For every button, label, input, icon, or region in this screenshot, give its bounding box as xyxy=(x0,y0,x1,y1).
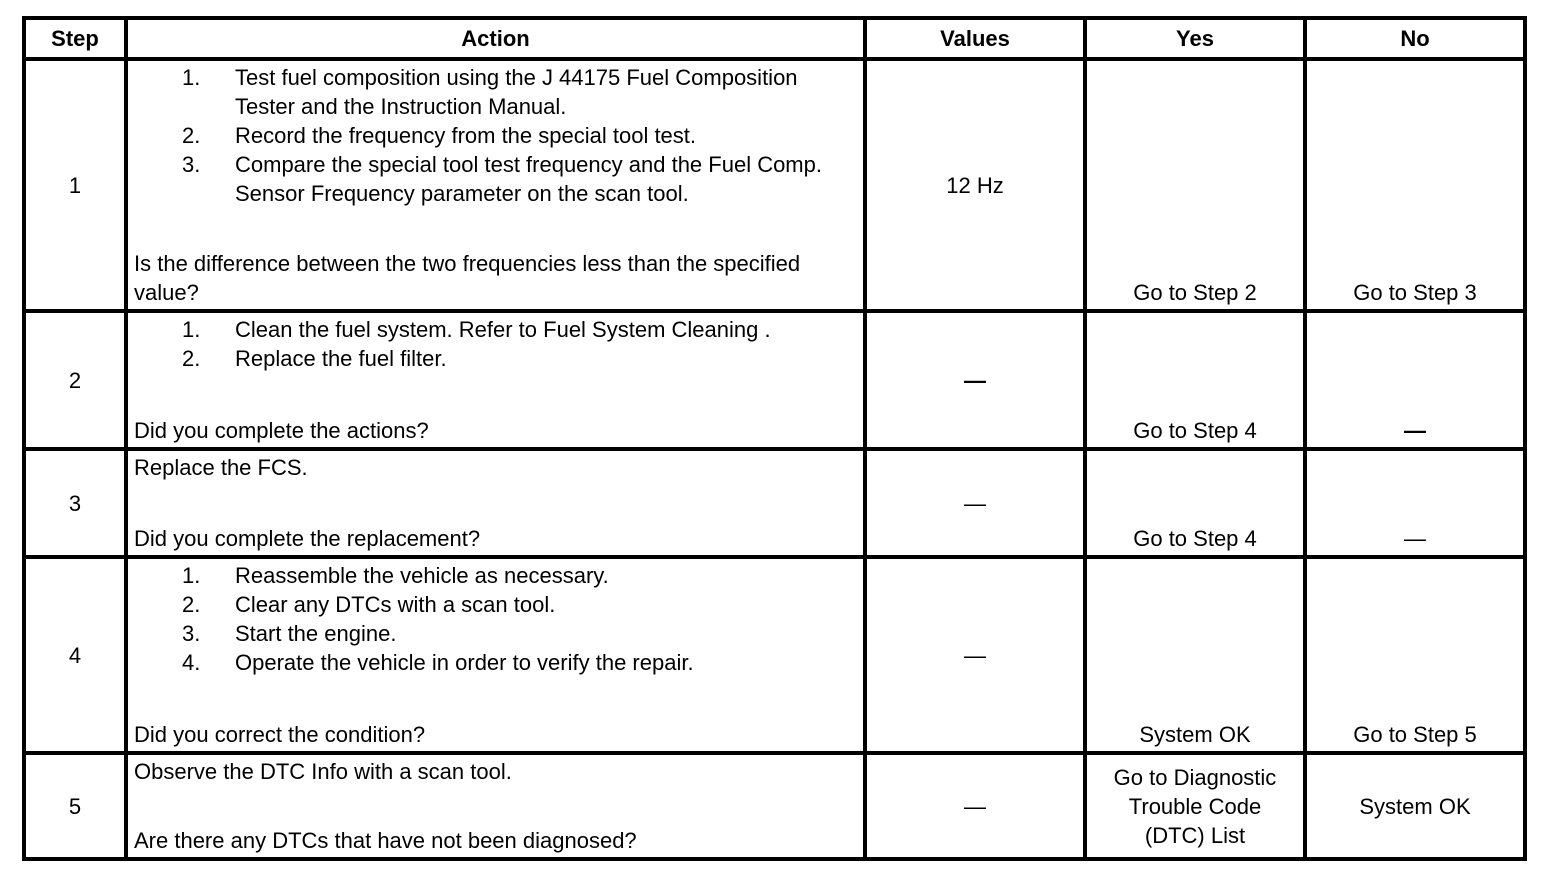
list-item-number: 2. xyxy=(182,592,201,617)
table-row-step-4 xyxy=(24,557,1525,753)
list-item-number: 1. xyxy=(182,317,201,342)
action-intro: Replace the FCS. xyxy=(134,455,308,480)
action-question: Did you complete the actions? xyxy=(134,418,429,443)
list-item-number: 2. xyxy=(182,123,201,148)
step-number: 3 xyxy=(24,449,126,557)
list-item-text: Record the frequency from the special tool test. xyxy=(235,123,697,148)
value-cell: 12 Hz xyxy=(865,59,1085,311)
no-cell: Go to Step 3 xyxy=(1305,59,1525,311)
yes-cell-text xyxy=(1114,763,1277,850)
action-cell xyxy=(126,311,865,449)
diagnostic-table xyxy=(22,16,1527,861)
list-item xyxy=(134,63,857,121)
header-step: Step xyxy=(24,18,126,59)
list-item xyxy=(134,561,857,590)
list-item-text: Clear any DTCs with a scan tool. xyxy=(235,592,556,617)
step-number: 5 xyxy=(24,753,126,859)
action-question: Is the difference between the two frequencies less than the specified value? xyxy=(134,251,801,305)
yes-line: Go to Diagnostic xyxy=(1113,764,1277,790)
header-no: No xyxy=(1305,18,1525,59)
no-cell: — xyxy=(1305,449,1525,557)
header-values: Values xyxy=(865,18,1085,59)
action-intro: Observe the DTC Info with a scan tool. xyxy=(134,759,512,784)
table-row-step-3 xyxy=(24,449,1525,557)
list-item-number: 1. xyxy=(182,65,201,90)
step-number: 1 xyxy=(24,59,126,311)
header-yes: Yes xyxy=(1085,18,1305,59)
list-item xyxy=(134,648,857,677)
list-item-number: 3. xyxy=(182,152,201,177)
step-number: 2 xyxy=(24,311,126,449)
list-item-text: Start the engine. xyxy=(235,621,397,646)
action-question: Are there any DTCs that have not been diagnosed? xyxy=(134,828,637,853)
header-row xyxy=(24,18,1525,59)
step-number: 4 xyxy=(24,557,126,753)
action-question: Did you complete the replacement? xyxy=(134,526,481,551)
action-steps-list xyxy=(134,315,857,373)
yes-cell xyxy=(1085,753,1305,859)
action-question: Did you correct the condition? xyxy=(134,722,426,747)
yes-cell: System OK xyxy=(1085,557,1305,753)
table-row-step-5 xyxy=(24,753,1525,859)
list-item xyxy=(134,344,857,373)
yes-line: (DTC) List xyxy=(1144,822,1246,848)
list-item-text: Test fuel composition using the J 44175 Fuel Composition Tester and the Instruction Manual. xyxy=(235,65,798,119)
list-item-text: Operate the vehicle in order to verify the repair. xyxy=(235,650,694,675)
table-row-step-2 xyxy=(24,311,1525,449)
value-cell: — xyxy=(865,311,1085,449)
list-item-number: 1. xyxy=(182,563,201,588)
value-cell: — xyxy=(865,449,1085,557)
list-item xyxy=(134,619,857,648)
list-item xyxy=(134,121,857,150)
list-item xyxy=(134,150,857,208)
list-item xyxy=(134,590,857,619)
list-item-text: Compare the special tool test frequency and the Fuel Comp. Sensor Frequency parameter on the scan tool. xyxy=(235,152,822,206)
yes-cell: Go to Step 4 xyxy=(1085,311,1305,449)
action-cell xyxy=(126,557,865,753)
action-cell xyxy=(126,59,865,311)
no-cell: — xyxy=(1305,311,1525,449)
action-steps-list xyxy=(134,561,857,677)
yes-cell: Go to Step 4 xyxy=(1085,449,1305,557)
diagnostic-table-container xyxy=(22,16,1527,861)
header-action: Action xyxy=(126,18,865,59)
action-steps-list xyxy=(134,63,857,208)
table-row-step-1 xyxy=(24,59,1525,311)
list-item-number: 4. xyxy=(182,650,201,675)
list-item-text: Replace the fuel filter. xyxy=(235,346,447,371)
value-cell: — xyxy=(865,557,1085,753)
list-item-text: Clean the fuel system. Refer to Fuel System Cleaning . xyxy=(235,317,771,342)
no-cell: System OK xyxy=(1305,753,1525,859)
action-cell xyxy=(126,449,865,557)
list-item xyxy=(134,315,857,344)
yes-line: Trouble Code xyxy=(1128,793,1262,819)
value-cell: — xyxy=(865,753,1085,859)
list-item-number: 2. xyxy=(182,346,201,371)
action-cell xyxy=(126,753,865,859)
no-cell: Go to Step 5 xyxy=(1305,557,1525,753)
list-item-text: Reassemble the vehicle as necessary. xyxy=(235,563,609,588)
yes-cell: Go to Step 2 xyxy=(1085,59,1305,311)
list-item-number: 3. xyxy=(182,621,201,646)
